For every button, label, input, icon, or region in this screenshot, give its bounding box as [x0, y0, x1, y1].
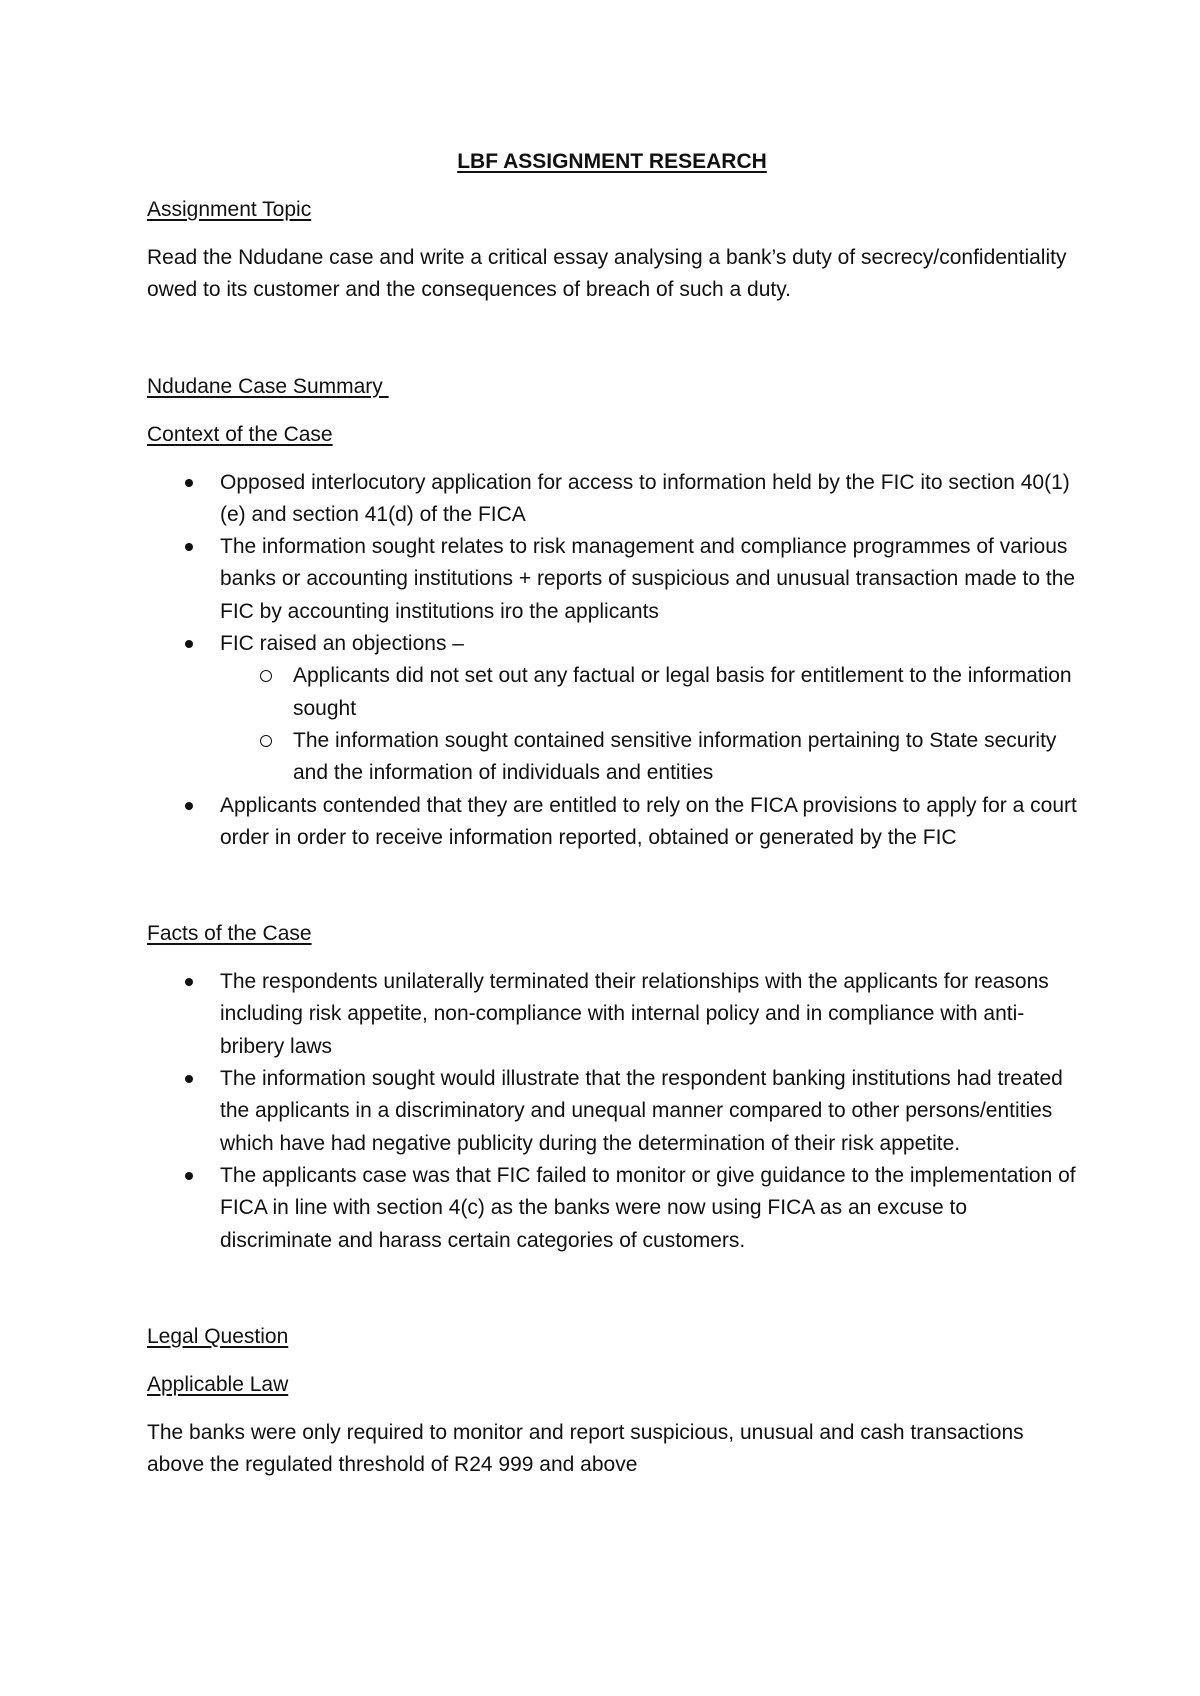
- case-summary-heading: Ndudane Case Summary: [147, 374, 389, 398]
- list-item-text: Applicants contended that they are entitled to rely on the FICA provisions to apply for a court order in order to receive information reported, obtained or generated by the FIC: [220, 793, 1077, 849]
- applicable-law-text: The banks were only required to monitor and report suspicious, unusual and cash transactions above the regulated threshold of R24 999 and above: [147, 1420, 1024, 1477]
- applicable-law-heading: Applicable Law: [147, 1372, 289, 1396]
- bullet-icon: [185, 1172, 193, 1180]
- bullet-icon: [185, 1075, 193, 1083]
- list-item: [147, 628, 1077, 789]
- document-body: [147, 146, 1077, 1497]
- spacer: [147, 870, 1077, 918]
- list-item: [147, 1063, 1077, 1160]
- bullet-icon: [185, 543, 193, 551]
- legal-question-heading: Legal Question: [147, 1324, 289, 1348]
- bullet-icon: [185, 479, 193, 487]
- assignment-topic-heading: Assignment Topic: [147, 198, 312, 221]
- spacer: [147, 1273, 1077, 1321]
- list-item-text: FIC raised an objections –: [220, 632, 464, 656]
- circle-bullet-icon: [260, 735, 272, 747]
- list-item-text: The information sought would illustrate that the respondent banking institutions had treated the applicants in a discriminatory and unequal manner compared to other persons/entities which have had negative publicity during the determination of their risk appetite.: [220, 1067, 1063, 1155]
- sub-list-item: [220, 725, 1077, 790]
- bullet-icon: [185, 978, 193, 986]
- circle-bullet-icon: [260, 670, 272, 682]
- list-item-text: Opposed interlocutory application for access to information held by the FIC ito section 40(1)(e) and section 41(d) of the FICA: [220, 470, 1070, 526]
- assignment-topic-text: Read the Ndudane case and write a critical essay analysing a bank’s duty of secrecy/confidentiality owed to its customer and the consequences of breach of such a duty.: [147, 246, 1067, 302]
- list-item-text: The applicants case was that FIC failed to monitor or give guidance to the implementation of FICA in line with section 4(c) as the banks were now using FICA as an excuse to discriminate and harass certain categories of customers.: [220, 1163, 1076, 1252]
- bullet-icon: [185, 640, 193, 648]
- list-item-text: The respondents unilaterally terminated their relationships with the applicants for reasons including risk appetite, non-compliance with internal policy and in compliance with anti-bribery laws: [220, 970, 1049, 1058]
- list-item: [147, 531, 1077, 628]
- facts-bullet-list: [147, 966, 1077, 1257]
- list-item-text: The information sought relates to risk management and compliance programmes of various banks or accounting institutions + reports of suspicious and unusual transaction made to the FIC by accounting institutions iro the applicants: [220, 535, 1076, 623]
- sub-list-item-text: The information sought contained sensitive information pertaining to State security and the information of individuals and entities: [293, 728, 1057, 785]
- sub-list-item-text: Applicants did not set out any factual or legal basis for entitlement to the information sought: [293, 664, 1072, 720]
- sub-list-item: [220, 660, 1077, 725]
- objections-sub-list: [220, 660, 1077, 789]
- bullet-icon: [185, 802, 193, 810]
- context-bullet-list: [147, 467, 1077, 855]
- context-heading: Context of the Case: [147, 422, 333, 446]
- list-item: [147, 1160, 1077, 1257]
- list-item: [147, 966, 1077, 1063]
- list-item: [147, 467, 1077, 532]
- document-title: LBF ASSIGNMENT RESEARCH: [457, 150, 767, 173]
- spacer: [147, 323, 1077, 371]
- list-item: [147, 790, 1077, 855]
- facts-heading: Facts of the Case: [147, 922, 312, 946]
